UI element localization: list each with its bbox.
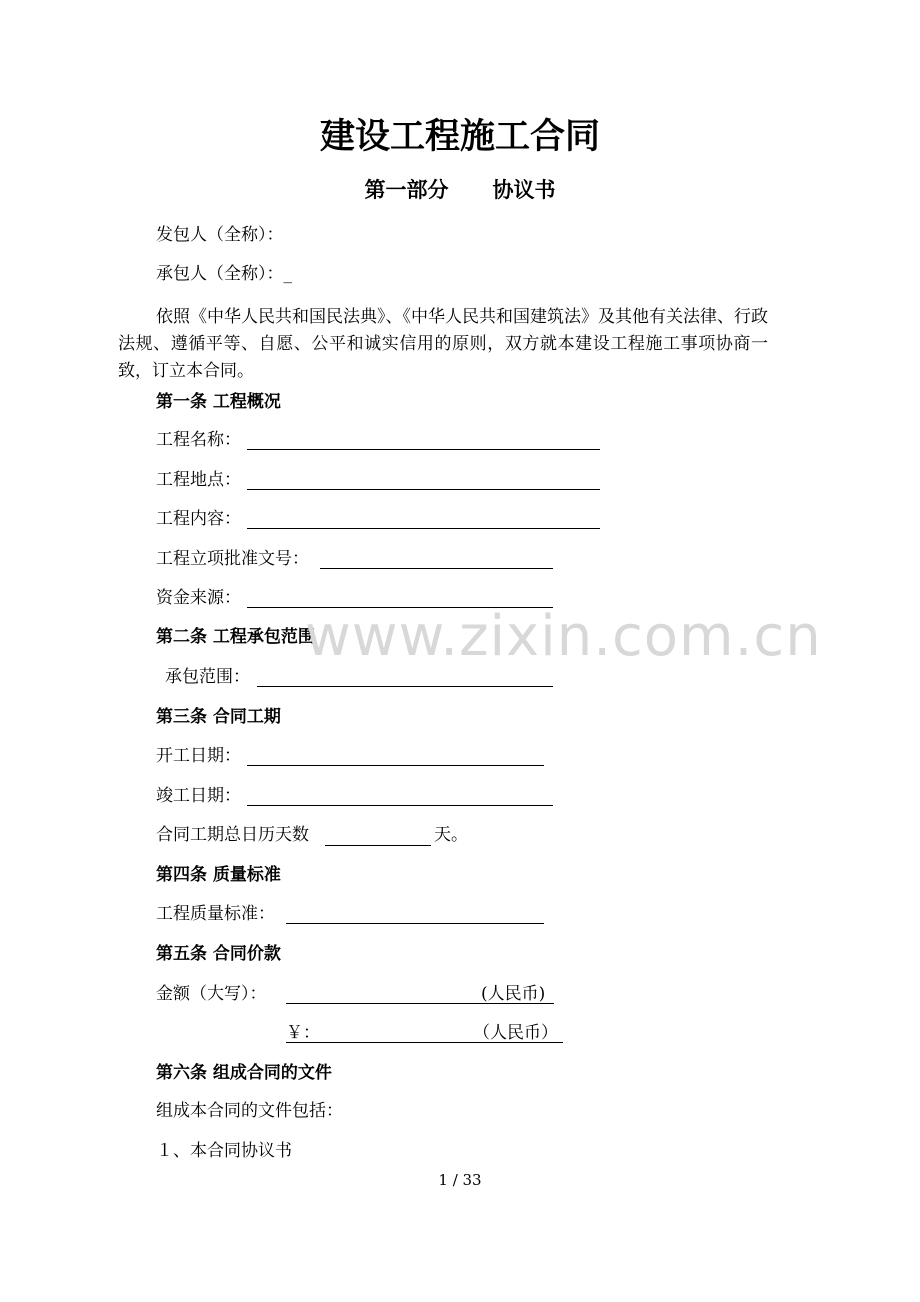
completion-date-label: 竣工日期： — [156, 786, 241, 806]
total-days-field — [325, 845, 431, 846]
article-1-heading: 第一条 工程概况 — [156, 392, 281, 412]
article-4-heading: 第四条 质量标准 — [156, 865, 281, 885]
article-5-heading: 第五条 合同价款 — [156, 944, 281, 964]
project-name-label: 工程名称： — [156, 430, 241, 450]
start-date-label: 开工日期： — [156, 746, 241, 766]
document-title: 建设工程施工合同 — [319, 116, 600, 157]
part-label: 第一部分 — [364, 177, 449, 202]
project-name-field — [247, 449, 600, 450]
contractor-label: 承包人（全称）：_ — [156, 264, 292, 284]
amount-figures-label: ￥： — [286, 1023, 320, 1043]
project-location-label: 工程地点： — [156, 470, 241, 490]
amount-figures-currency: （人民币） — [473, 1023, 558, 1043]
project-content-label: 工程内容： — [156, 509, 241, 529]
article-6-heading: 第六条 组成合同的文件 — [156, 1063, 332, 1083]
project-location-field — [247, 489, 600, 490]
page-separator: / — [447, 1171, 463, 1189]
scope-field — [257, 686, 553, 687]
part-name: 协议书 — [492, 177, 556, 202]
completion-date-field — [247, 805, 553, 806]
part-heading — [0, 179, 920, 200]
total-days-prefix: 合同工期总日历天数 — [156, 825, 309, 845]
total-days-suffix: 天。 — [434, 825, 468, 845]
scope-label: 承包范围： — [165, 667, 250, 687]
quality-standard-field — [286, 923, 544, 924]
funding-source-label: 资金来源： — [156, 588, 241, 608]
watermark: www.zixin.com.cn — [305, 604, 822, 669]
amount-words-currency: (人民币) — [481, 984, 546, 1004]
employer-label: 发包人（全称）： — [156, 225, 284, 245]
quality-standard-label: 工程质量标准： — [156, 904, 275, 924]
article-2-heading: 第二条 工程承包范围 — [156, 627, 315, 647]
amount-words-label: 金额（大写）： — [156, 984, 267, 1004]
article-3-heading: 第三条 合同工期 — [156, 707, 281, 727]
approval-number-label: 工程立项批准文号： — [156, 549, 309, 569]
intro-paragraph: 依照《中华人民共和国民法典》、《中华人民共和国建筑法》及其他有关法律、行政法规、遵循平等、自愿、公平和诚实信用的原则，双方就本建设工程施工事项协商一致，订立本合同。 — [118, 307, 768, 381]
page-number — [0, 1173, 920, 1188]
document-item-1: １、本合同协议书 — [156, 1141, 292, 1161]
documents-intro: 组成本合同的文件包括： — [156, 1101, 343, 1121]
approval-number-field — [320, 568, 553, 569]
current-page: 1 — [438, 1171, 448, 1189]
total-pages: 33 — [462, 1171, 482, 1189]
project-content-field — [247, 528, 600, 529]
start-date-field — [247, 765, 544, 766]
